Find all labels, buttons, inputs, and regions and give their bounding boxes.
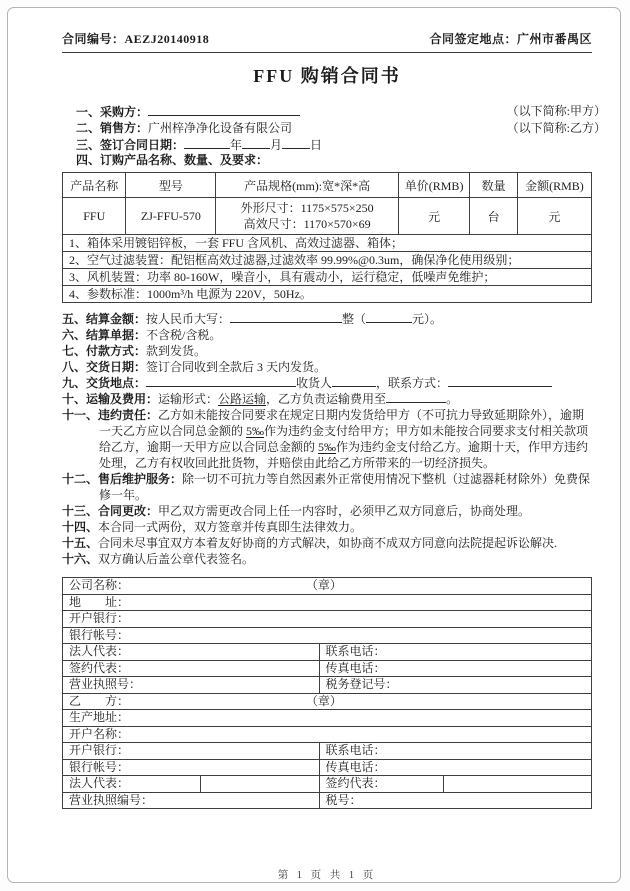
term-delivery-place [62,375,592,391]
sign-rep-cell: 签约代表： [63,660,320,677]
term-text: 签订合同收到全款后 3 天内发货。 [146,360,327,375]
term-signature-confirm [62,551,592,567]
term-text: 合同未尽事宜双方本着友好协商的方式解决，如协商不成双方同意向法院提起诉讼解决. [98,536,558,551]
term-contract-change [62,503,592,519]
page-number: 第 1 页 共 1 页 [277,870,377,882]
quantity-cell: 台 [470,198,518,235]
term-text: 作为违约金支付给乙方。逾期十天，作甲方违约处理，乙方有权收回此批货物，并赔偿由此给乙方所带来的一切经济损失。 [99,440,589,471]
term-label: 十六、 [62,552,99,567]
term-label: 五、结算金额： [62,312,147,327]
amount-cell: 元 [517,198,591,235]
party-b-cell [63,693,592,710]
table-row [63,660,592,677]
fax-cell: 传真电话： [319,660,591,677]
fax-cell: 传真电话： [319,759,591,776]
sign-place-line [429,30,592,47]
col-header-model: 型号 [126,173,216,198]
term-text: 作为违约金支付给甲方；甲方如未能按合同要求支付相关款项给乙方，逾期一天甲方应以合同总金额的 [99,424,589,455]
sign-rep-cell: 签约代表： [319,776,443,793]
term-payment-method [62,343,592,359]
month-label: 月 [270,137,283,152]
buyer-blank [148,104,300,116]
year-label: 年 [230,137,243,152]
term-transport [62,391,592,407]
term-text: 元）。 [412,312,443,327]
col-header-quantity: 数量 [470,173,518,198]
contract-page [7,7,621,883]
sign-date-line [76,137,592,154]
day-label: 日 [310,137,323,152]
product-model-cell: ZJ-FFU-570 [126,198,216,235]
term-label: 十四、 [62,520,99,535]
table-row [63,726,592,743]
buyer-alias: （以下简称:甲方） [506,104,606,118]
company-name-label: 公司名称： [69,578,130,593]
table-row [63,611,592,628]
sign-place-label: 合同签定地点： [429,32,517,46]
bank-account-cell: 银行帐号： [63,759,320,776]
company-name-cell [63,578,592,595]
party-b-label: 乙 方： [69,693,130,708]
table-row [63,693,592,710]
bank-account-cell: 银行帐号： [63,627,592,644]
intro-section [76,104,606,169]
buyer-line [76,104,606,121]
document-header [62,30,592,53]
product-table-header-row [63,173,592,198]
term-label: 十二、售后维护服务： [62,472,183,487]
term-text: 不含税/含税。 [146,328,222,343]
table-row [63,743,592,760]
term-text: 运输形式： [158,392,219,407]
seller-label: 二、销售方： [76,120,149,135]
product-row [63,198,592,235]
term-label: 八、交货日期： [62,360,147,375]
contact-blank [448,375,552,387]
phone-cell: 联系电话： [319,644,591,661]
term-settlement-document [62,327,592,343]
product-note-3: 3、风机装置：功率 80-160W，噪音小，具有震动小，运行稳定，低噪声免维护； [63,269,592,286]
seal-placeholder: （章） [305,693,342,708]
order-products-line [76,153,592,169]
page-title: FFU 购销合同书 [253,66,401,86]
legal-rep-cell: 法人代表： [63,644,320,661]
term-dispute-resolution [62,535,592,551]
amount-figure-blank [366,311,412,323]
term-text: 除一切不可抗力等自然因素外正常使用情况下整机（过滤器耗材除外）免费保修一年。 [99,472,591,503]
term-text: ，乙方负责运输费用至 [266,392,387,407]
sign-place: 广州市番禺区 [516,32,592,46]
term-delivery-date [62,359,592,375]
transport-dest-blank [386,391,446,403]
seller-alias: （以下简称:乙方） [506,120,606,135]
term-text: 乙方如未能按合同要求在规定日期内发货给甲方（不可抗力导致延期除外），逾期一天乙方应以合同总金额的 [99,408,585,439]
term-label: 十一、违约责任： [62,408,159,423]
term-text: 本合同一式两份，双方签章并传真即生法律效力。 [98,520,363,535]
table-row [63,710,592,727]
table-row [63,792,592,809]
terms-section [62,311,592,567]
legal-rep-signature-cell [200,776,319,793]
table-row [63,776,592,793]
table-row [63,677,592,694]
product-table [62,172,592,303]
party-info-table [62,577,592,809]
term-label: 七、付款方式： [62,344,147,359]
term-label: 十、运输及费用： [62,392,159,407]
bank-cell: 开户银行： [63,743,320,760]
term-duplicate-copies [62,519,592,535]
delivery-place-blank [146,375,296,387]
sign-rep-signature-cell [443,776,591,793]
product-note-1: 1、箱体采用镀铝锌板，一套 FFU 含风机、高效过滤器、箱体； [63,235,592,252]
term-text: 。 [446,392,459,407]
order-products-label: 四、订购产品名称、数量、及要求： [76,153,269,168]
spec-hepa-size: 高效尺寸：1170×570×69 [243,217,371,232]
month-blank [242,137,270,149]
term-label: 十五、 [62,536,99,551]
business-license-cell: 营业执照号： [63,677,320,694]
penalty-rate-1: 5‰ [246,424,265,439]
col-header-spec: 产品规格(mm):宽*深*高 [216,173,399,198]
term-settlement-amount [62,311,592,327]
col-header-unit-price: 单价(RMB) [398,173,469,198]
consignee-blank [332,375,376,387]
tax-number-cell: 税号： [319,792,591,809]
address-cell: 地 址： [63,594,592,611]
term-text: 按人民币大写： [146,312,231,327]
col-header-amount: 金额(RMB) [517,173,591,198]
term-after-sales [62,471,592,503]
buyer-label: 一、采购方： [76,105,149,119]
product-note-row [63,235,592,252]
amount-words-blank [230,311,342,323]
table-row [63,578,592,595]
product-name-cell: FFU [63,198,126,235]
term-text: 款到发货。 [146,344,207,359]
term-breach-liability [62,407,592,471]
production-address-cell: 生产地址： [63,710,592,727]
spec-outer-size: 外形尺寸：1175×575×250 [240,201,374,216]
product-spec-cell [216,198,399,235]
business-license-cell: 营业执照编号： [63,792,320,809]
phone-cell: 联系电话： [319,743,591,760]
table-row [63,594,592,611]
contract-number-label: 合同编号： [62,32,125,46]
product-note-4: 4、参数标准：1000m³/h 电源为 220V，50Hz。 [63,286,592,303]
transport-mode: 公路运输 [218,392,267,407]
product-note-2: 2、空气过滤装置：配铝框高效过滤器,过滤效率 99.99%@0.3um，确保净化使用级别； [63,252,592,269]
unit-price-cell: 元 [398,198,469,235]
seller-name: 广州梓净净化设备有限公司 [148,120,293,135]
col-header-product-name: 产品名称 [63,173,126,198]
table-row [63,759,592,776]
sign-date-label: 三、签订合同日期： [76,137,185,152]
legal-rep-cell: 法人代表： [63,776,201,793]
term-text: 整（ [342,312,367,327]
year-blank [184,137,230,149]
term-label: 十三、合同更改： [62,504,159,519]
product-note-row [63,269,592,286]
term-label: 九、交货地点： [62,376,147,391]
day-blank [282,137,310,149]
table-row [63,644,592,661]
term-text: 收货人 [296,376,333,391]
seller-line [76,120,606,137]
bank-cell: 开户银行： [63,611,592,628]
account-name-cell: 开户名称： [63,726,592,743]
tax-registration-cell: 税务登记号： [319,677,591,694]
term-label: 六、结算单据： [62,328,147,343]
product-note-row [63,286,592,303]
term-text: 双方确认后盖公章代表签名。 [98,552,255,567]
seal-placeholder: （章） [305,578,342,593]
contract-number-line [62,30,209,47]
term-text: 甲乙双方需更改合同上任一内容时，必须甲乙双方同意后，协商处理。 [158,504,531,519]
term-text: ，联系方式： [376,376,449,391]
penalty-rate-2: 5‰ [318,440,337,455]
contract-number: AEZJ20140918 [124,32,210,46]
table-row [63,627,592,644]
product-note-row [63,252,592,269]
